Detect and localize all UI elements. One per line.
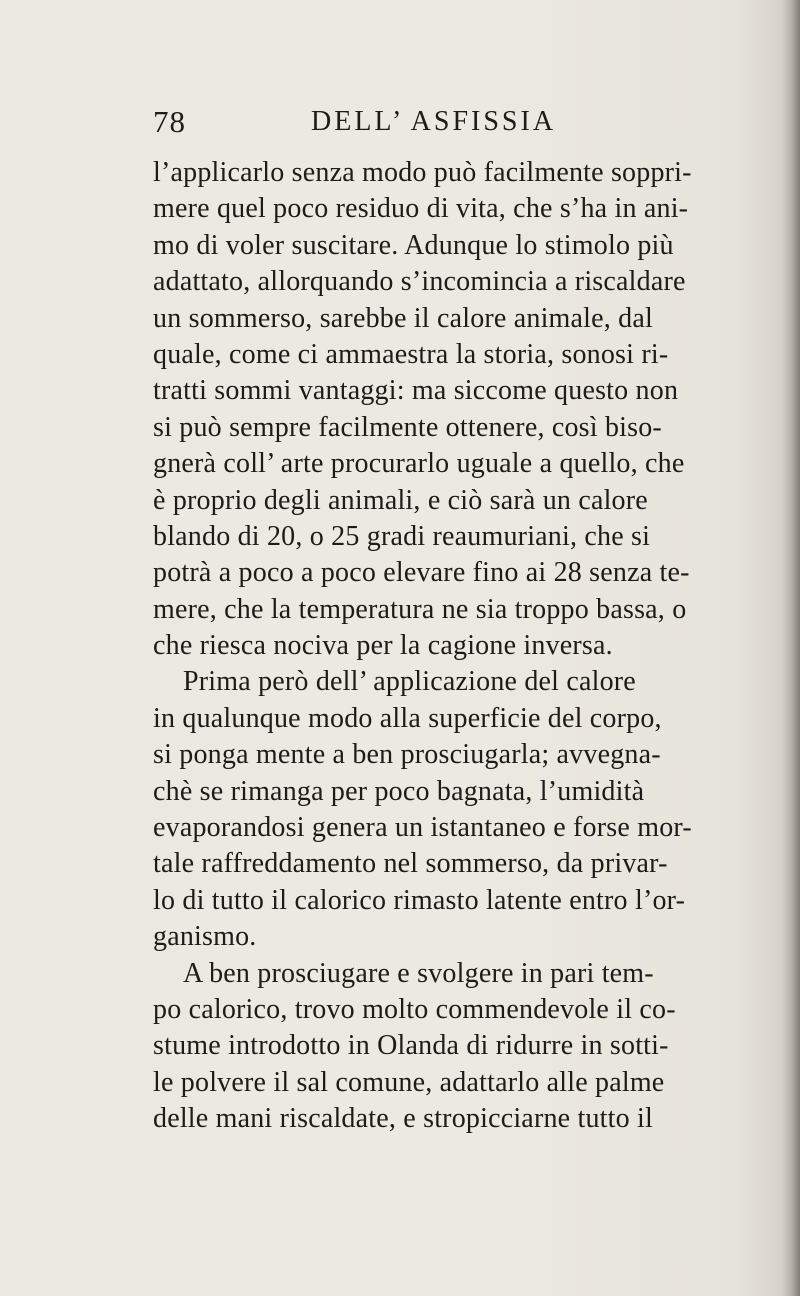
text-line: che riesca nociva per la cagione inversa. [153, 630, 613, 662]
text-line: mo di voler suscitare. Adunque lo stimolo più [153, 229, 674, 261]
text-line: si può sempre facilmente ottenere, così biso- [153, 411, 662, 443]
body-text [153, 155, 753, 1138]
text-line: potrà a poco a poco elevare fino ai 28 senza te- [153, 557, 690, 589]
text-line: evaporandosi genera un istantaneo e forse mor- [153, 812, 692, 844]
text-line: è proprio degli animali, e ciò sarà un calore [153, 484, 648, 516]
text-line: lo di tutto il calorico rimasto latente entro l’or- [153, 884, 686, 916]
running-head: DELL’ ASFISSIA [311, 106, 557, 137]
text-line: l’applicarlo senza modo può facilmente soppri- [153, 157, 692, 188]
text-line: in qualunque modo alla superficie del corpo, [153, 702, 662, 734]
text-line: gnerà coll’ arte procurarlo uguale a quello, che [153, 448, 685, 480]
text-line: chè se rimanga per poco bagnata, l’umidità [153, 775, 645, 807]
text-line: tratti sommi vantaggi: ma siccome questo non [153, 375, 679, 407]
text-line: stume introdotto in Olanda di ridurre in sotti- [153, 1030, 669, 1062]
text-line: tale raffreddamento nel sommerso, da privar- [153, 848, 668, 880]
page-header [153, 104, 627, 144]
text-line: un sommerso, sarebbe il calore animale, dal [153, 302, 653, 334]
text-line: si ponga mente a ben prosciugarla; avvegna- [153, 739, 661, 771]
text-line: le polvere il sal comune, adattarlo alle palme [153, 1066, 665, 1098]
text-line: delle mani riscaldate, e stropicciarne tutto il [153, 1103, 653, 1135]
paragraph-first-line: A ben prosciugare e svolgere in pari tem- [183, 957, 654, 989]
text-line: mere quel poco residuo di vita, che s’ha in ani- [153, 193, 689, 225]
page-number: 78 [153, 104, 186, 139]
text-line: quale, come ci ammaestra la storia, sonosi ri- [153, 338, 669, 370]
page-edge-shadow [782, 0, 800, 1296]
paragraph-first-line: Prima però dell’ applicazione del calore [183, 666, 636, 698]
text-line: mere, che la temperatura ne sia troppo bassa, o [153, 593, 687, 625]
text-line: ganismo. [153, 921, 257, 953]
text-line: blando di 20, o 25 gradi reaumuriani, che si [153, 520, 651, 552]
text-line: po calorico, trovo molto commendevole il co- [153, 993, 676, 1025]
text-line: adattato, allorquando s’incomincia a riscaldare [153, 266, 686, 298]
